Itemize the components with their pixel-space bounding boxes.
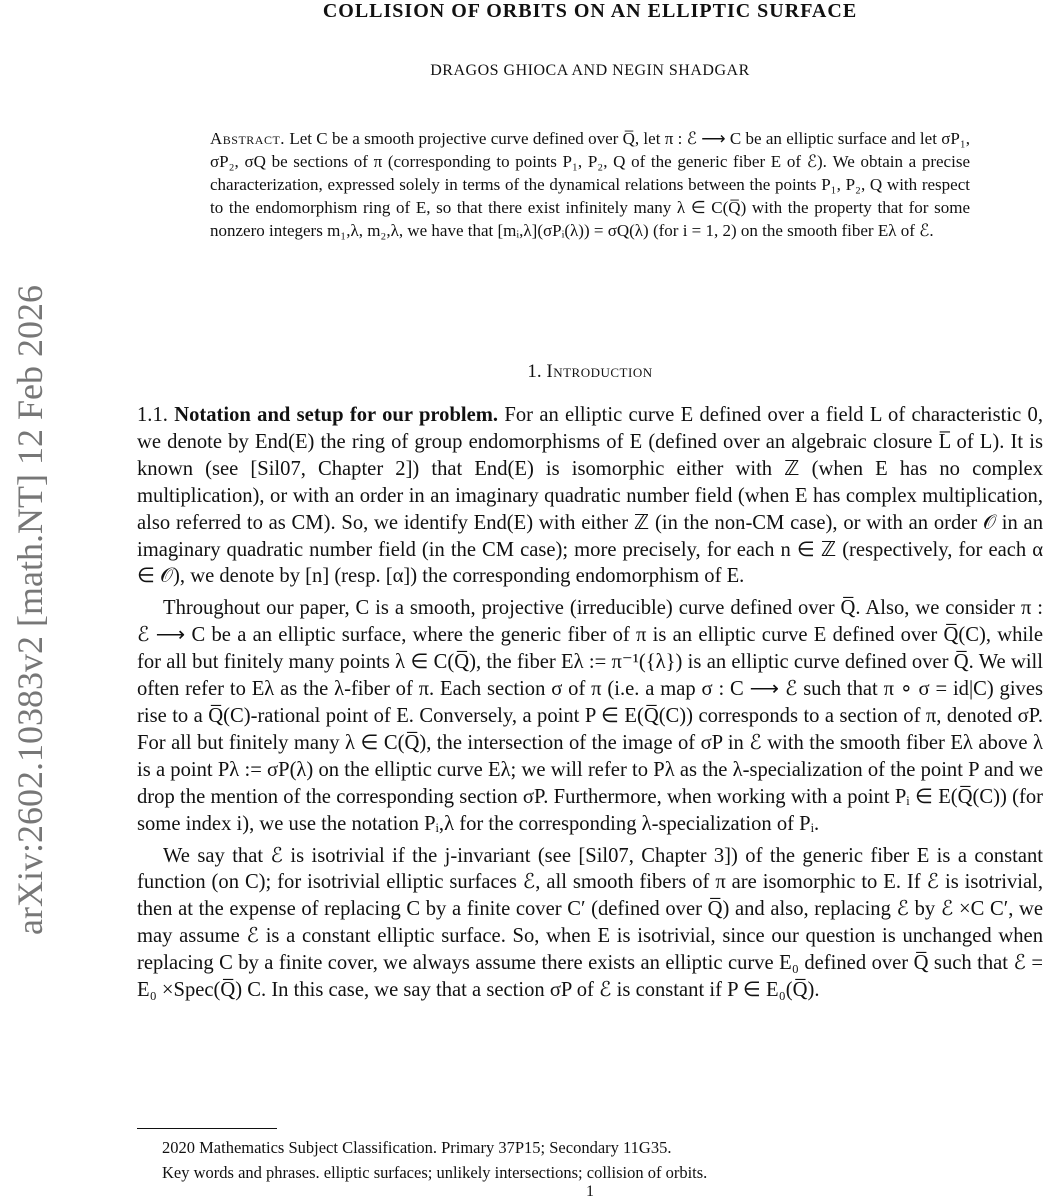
section-name: Introduction bbox=[546, 361, 653, 382]
footnote-rule bbox=[137, 1128, 277, 1129]
paragraph-1-text: For an elliptic curve E defined over a field L of characteristic 0, we denote by End(E) the ring of group endomorphisms of E (defined over an algebraic closure L̅ of L). It is known (see [Sil07, Chapter 2]) that End(E) is isomorphic either with ℤ (when E has no complex multiplication), or with an order in an imaginary quadratic number field (when E has complex multiplication, also referred to as CM). So, we identify End(E) with either ℤ (in the non-CM case), or with an order 𝒪 in an imaginary quadratic number field (in the CM case); more precisely, for each n ∈ ℤ (respectively, for each α ∈ 𝒪), we denote by [n] (resp. [α]) the corresponding endomorphism of E. bbox=[137, 404, 1043, 588]
section-number: 1. bbox=[527, 361, 542, 382]
paper-title: COLLISION OF ORBITS ON AN ELLIPTIC SURFACE bbox=[322, 0, 858, 22]
subsection-title: Notation and setup for our problem. bbox=[174, 404, 499, 426]
paragraph-3-text: We say that ℰ is isotrivial if the j-invariant (see [Sil07, Chapter 3]) of the generic fiber E is a constant function (on C); for isotrivial elliptic surfaces ℰ, all smooth fibers of π are isomorphic to E. If ℰ is isotrivial, then at the expense of replacing C by a finite cover C′ (defined over Q̅) and also, replacing ℰ by ℰ ×C C′, we may assume ℰ is a constant elliptic surface. So, when E is isotrivial, since our question is unchanged when replacing C by a finite cover, we always assume there exists an elliptic curve E₀ defined over Q̅ such that ℰ = E₀ ×Spec(Q̅) C. In this case, we say that a section σP of ℰ is constant if P ∈ E₀(Q̅). bbox=[137, 844, 1043, 1002]
footnotes bbox=[162, 1135, 1022, 1185]
arxiv-identifier-text: arXiv:2602.10383v2 [math.NT] 12 Feb 2026 bbox=[10, 285, 51, 935]
page-number: 1 bbox=[586, 1183, 594, 1200]
footnote-keywords: Key words and phrases. elliptic surfaces; unlikely intersections; collision of orbits. bbox=[162, 1163, 708, 1182]
subsection-number: 1.1. bbox=[137, 404, 168, 426]
section-heading-introduction bbox=[0, 361, 1043, 383]
paper-authors: DRAGOS GHIOCA AND NEGIN SHADGAR bbox=[430, 62, 750, 79]
main-body-text bbox=[137, 402, 1043, 1009]
abstract-label: Abstract. bbox=[210, 129, 286, 148]
abstract-text: Let C be a smooth projective curve defined over Q̅, let π : ℰ ⟶ C be an elliptic surface and let σP₁, σP₂, σQ be sections of π (corresponding to points P₁, P₂, Q of the generic fiber E of ℰ). We obtain a precise characterization, expressed solely in terms of the dynamical relations between the points P₁, P₂, Q with respect to the endomorphism ring of E, so that there exist infinitely many λ ∈ C(Q̅) with the property that for some nonzero integers m₁,λ, m₂,λ, we have that [mᵢ,λ](σPᵢ(λ)) = σQ(λ) (for i = 1, 2) on the smooth fiber Eλ of ℰ. bbox=[210, 129, 971, 240]
arxiv-identifier-stamp bbox=[10, 200, 51, 1020]
paragraph-notation bbox=[137, 402, 1043, 590]
paragraph-2-text: Throughout our paper, C is a smooth, projective (irreducible) curve defined over Q̅. Also, we consider π : ℰ ⟶ C be a an elliptic surface, where the generic fiber of π is an elliptic curve E defined over Q̅(C), while for all but finitely many points λ ∈ C(Q̅), the fiber Eλ := π⁻¹({λ}) is an elliptic curve defined over Q̅. We will often refer to Eλ as the λ-fiber of π. Each section σ of π (i.e. a map σ : C ⟶ ℰ such that π ∘ σ = id|C) gives rise to a Q̅(C)-rational point of E. Conversely, a point P ∈ E(Q̅(C)) corresponds to a section of π, denoted σP. For all but finitely many λ ∈ C(Q̅), the intersection of the image of σP in ℰ with the smooth fiber Eλ above λ is a point Pλ := σP(λ) on the elliptic curve Eλ; we will refer to Pλ as the λ-specialization of the point P and we drop the mention of the corresponding section σP. Furthermore, when working with a point Pᵢ ∈ E(Q̅(C)) (for some index i), we use the notation Pᵢ,λ for the corresponding λ-specialization of Pᵢ. bbox=[137, 597, 1043, 835]
footnote-msc: 2020 Mathematics Subject Classification. Primary 37P15; Secondary 11G35. bbox=[162, 1138, 672, 1157]
abstract bbox=[210, 127, 970, 242]
